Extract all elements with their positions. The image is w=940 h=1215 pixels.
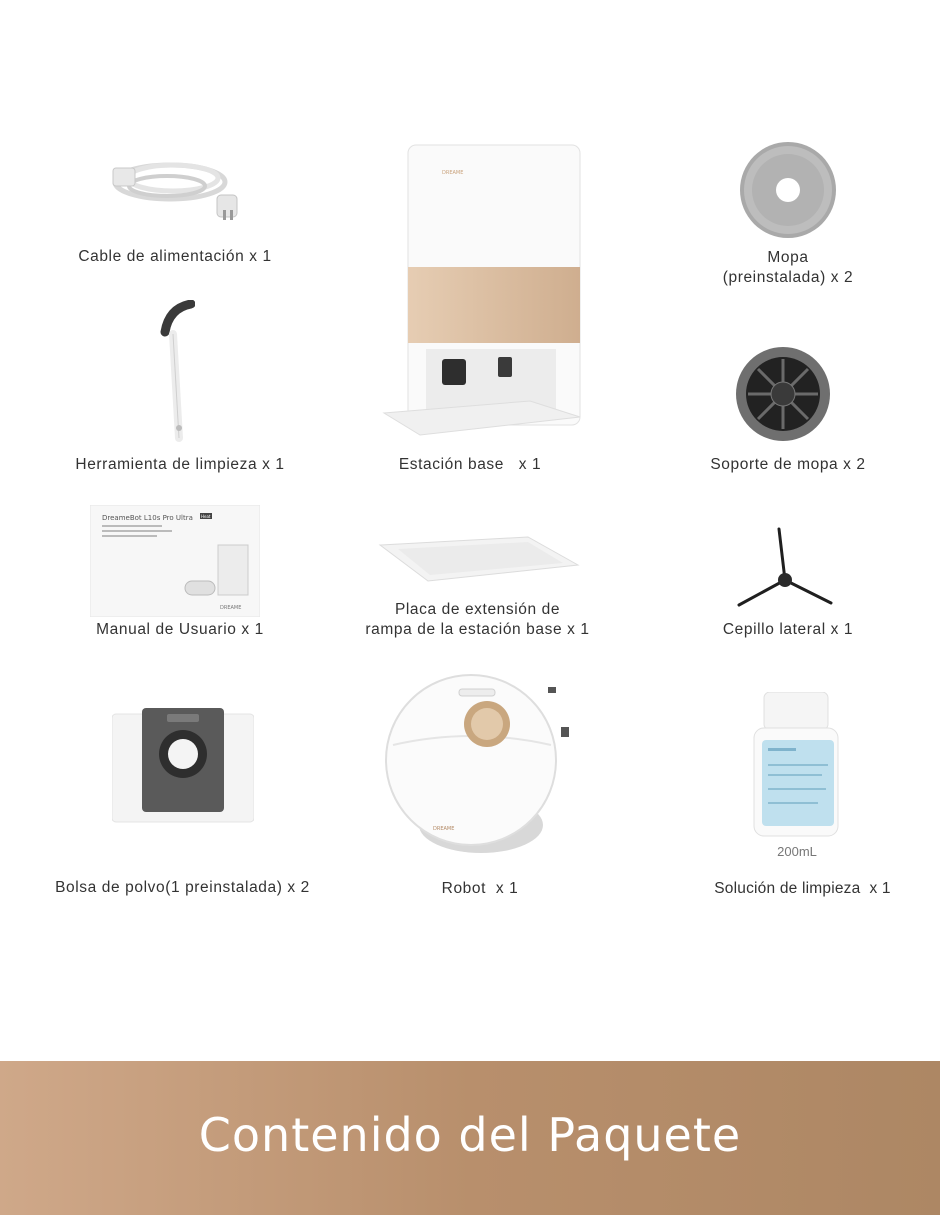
side-brush-image: [735, 525, 835, 610]
mop-holder-image: [734, 345, 832, 443]
manual-title-text: DreameBot L10s Pro Ultra: [102, 514, 193, 522]
footer-title: Contenido del Paquete: [198, 1108, 742, 1162]
mop-label: Mopa: [767, 249, 809, 266]
ramp-plate-image: [378, 535, 580, 583]
user-manual-image: [90, 505, 260, 617]
robot-label: Robot x 1: [441, 880, 519, 897]
manual-badge-text: Heat: [201, 514, 211, 519]
cleaning-solution-image: [752, 692, 840, 837]
base-station-label: Estación base x 1: [398, 456, 542, 473]
manual-label: Manual de Usuario x 1: [96, 621, 264, 638]
cable-label: Cable de alimentación x 1: [78, 248, 272, 265]
power-cable-image: [105, 150, 240, 225]
base-station-image: [380, 143, 585, 438]
station-brand-text: DREAME: [442, 170, 464, 176]
mop-label-line2: (preinstalada) x 2: [722, 269, 854, 286]
ramp-label-line2: rampa de la estación base x 1: [365, 621, 590, 638]
robot-brand-text: DREAME: [433, 826, 455, 832]
brush-tool-label: Herramienta de limpieza x 1: [75, 456, 285, 473]
dust-bag-image: [112, 708, 254, 823]
solution-label: Solución de limpieza x 1: [714, 880, 891, 897]
manual-brand-text: DREAME: [220, 605, 242, 611]
robot-image: [383, 665, 578, 865]
side-brush-label: Cepillo lateral x 1: [722, 621, 854, 638]
cleaning-brush-image: [155, 300, 195, 445]
mop-holder-label: Soporte de mopa x 2: [710, 456, 866, 473]
bottle-volume-label: 200mL: [777, 844, 817, 859]
mop-pad-image: [738, 140, 838, 240]
dust-bag-label: Bolsa de polvo(1 preinstalada) x 2: [55, 879, 310, 896]
ramp-label: Placa de extensión de: [394, 601, 561, 618]
